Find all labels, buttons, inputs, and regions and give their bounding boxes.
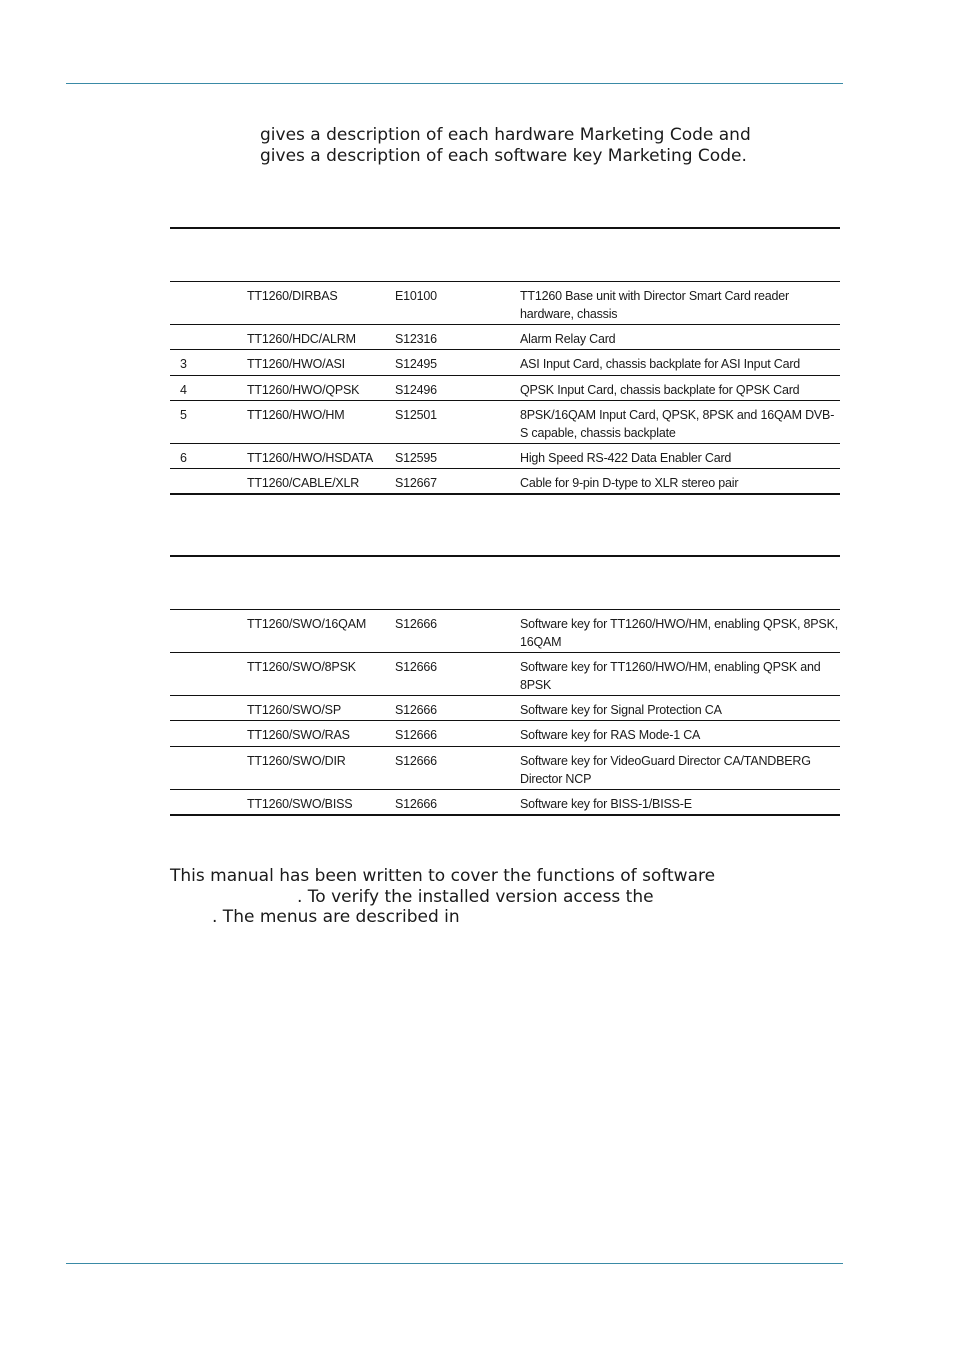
description-cell: Software key for TT1260/HWO/HM, enabling QPSK and 8PSK [520, 660, 821, 692]
marketing-code-cell: TT1260/HWO/HM [247, 408, 345, 422]
item-number-cell: 6 [180, 451, 187, 465]
hardware-marketing-codes-table [170, 227, 840, 495]
table-row [170, 444, 840, 469]
table-row [170, 325, 840, 350]
marketing-code-cell: TT1260/SWO/RAS [247, 728, 350, 742]
description-cell: ASI Input Card, chassis backplate for ASI Input Card [520, 357, 801, 371]
description-cell: Alarm Relay Card [520, 332, 616, 346]
closing-line-2: . To verify the installed version access the [297, 886, 654, 907]
marketing-code-cell: TT1260/SWO/16QAM [247, 617, 367, 631]
table-row [170, 401, 840, 444]
part-number-cell: S12501 [395, 408, 437, 422]
part-number-cell: E10100 [395, 289, 437, 303]
part-number-cell: S12666 [395, 703, 437, 717]
part-number-cell: S12316 [395, 332, 437, 346]
marketing-code-cell: TT1260/SWO/8PSK [247, 660, 356, 674]
intro-paragraph [260, 125, 751, 167]
description-cell: Software key for VideoGuard Director CA/TANDBERG Director NCP [520, 754, 811, 786]
part-number-cell: S12666 [395, 617, 437, 631]
part-number-cell: S12666 [395, 754, 437, 768]
marketing-code-cell: TT1260/CABLE/XLR [247, 476, 360, 490]
software-marketing-codes-table [170, 555, 840, 816]
description-cell: QPSK Input Card, chassis backplate for QPSK Card [520, 383, 800, 397]
table-row [170, 747, 840, 790]
part-number-cell: S12595 [395, 451, 437, 465]
item-number-cell: 5 [180, 408, 187, 422]
description-cell: TT1260 Base unit with Director Smart Card reader hardware, chassis [520, 289, 789, 321]
software-version-paragraph [170, 866, 715, 928]
table-row [170, 376, 840, 401]
table-header [170, 229, 840, 281]
intro-line-2: gives a description of each software key Marketing Code. [260, 146, 747, 166]
marketing-code-cell: TT1260/HDC/ALRM [247, 332, 356, 346]
item-number-cell: 4 [180, 383, 187, 397]
closing-line-3: . The menus are described in [212, 907, 460, 927]
marketing-code-cell: TT1260/DIRBAS [247, 289, 338, 303]
marketing-code-cell: TT1260/HWO/ASI [247, 357, 345, 371]
description-cell: Software key for TT1260/HWO/HM, enabling QPSK, 8PSK, 16QAM [520, 617, 838, 649]
description-cell: 8PSK/16QAM Input Card, QPSK, 8PSK and 16QAM DVB-S capable, chassis backplate [520, 408, 835, 440]
description-cell: High Speed RS-422 Data Enabler Card [520, 451, 732, 465]
marketing-code-cell: TT1260/SWO/SP [247, 703, 341, 717]
marketing-code-cell: TT1260/HWO/QPSK [247, 383, 360, 397]
description-cell: Cable for 9-pin D-type to XLR stereo pair [520, 476, 739, 490]
description-cell: Software key for Signal Protection CA [520, 703, 722, 717]
intro-line-1: gives a description of each hardware Marketing Code and [260, 125, 751, 145]
marketing-code-cell: TT1260/SWO/DIR [247, 754, 346, 768]
description-cell: Software key for BISS-1/BISS-E [520, 797, 692, 811]
marketing-code-cell: TT1260/SWO/BISS [247, 797, 353, 811]
item-number-cell: 3 [180, 357, 187, 371]
table-row [170, 790, 840, 816]
closing-line-1: This manual has been written to cover the functions of software [170, 866, 716, 886]
header-rule [66, 83, 843, 84]
table-row [170, 610, 840, 653]
part-number-cell: S12666 [395, 660, 437, 674]
table-row [170, 282, 840, 325]
table-row [170, 469, 840, 495]
table-row [170, 350, 840, 376]
part-number-cell: S12496 [395, 383, 437, 397]
part-number-cell: S12666 [395, 728, 437, 742]
part-number-cell: S12666 [395, 797, 437, 811]
description-cell: Software key for RAS Mode-1 CA [520, 728, 701, 742]
table-row [170, 653, 840, 696]
part-number-cell: S12667 [395, 476, 437, 490]
marketing-code-cell: TT1260/HWO/HSDATA [247, 451, 374, 465]
table-row [170, 696, 840, 721]
table-row [170, 721, 840, 747]
table-header [170, 557, 840, 609]
footer-rule [66, 1263, 843, 1264]
part-number-cell: S12495 [395, 357, 437, 371]
